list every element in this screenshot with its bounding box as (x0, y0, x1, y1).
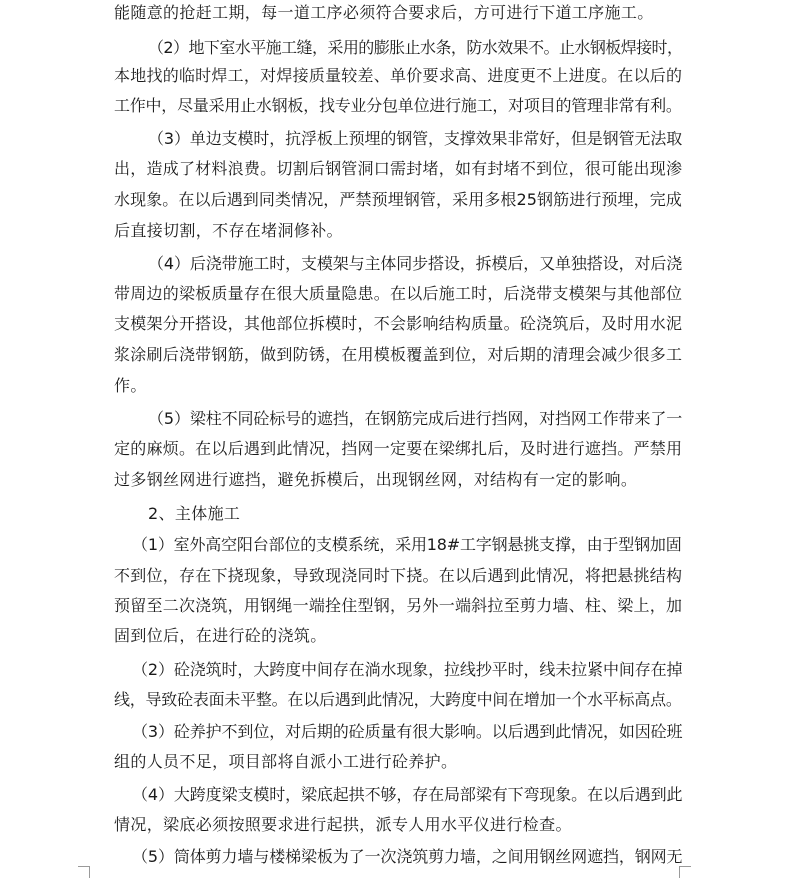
text-line: 预留至二次浇筑，用钢绳一端拴住型钢，另外一端斜拉至剪力墙、柱、梁上，加 (114, 596, 683, 615)
text-line: （5）筒体剪力墙与楼梯梁板为了一次浇筑剪力墙，之间用钢丝网遮挡，钢网无 (132, 847, 683, 866)
text-line: 支模架分开搭设，其他部位拆模时，不会影响结构质量。砼浇筑后，及时用水泥 (114, 314, 683, 333)
text-line: 组的人员不足，项目部将自派小工进行砼养护。 (114, 752, 458, 771)
text-line: （2）地下室水平施工缝，采用的膨胀止水条，防水效果不。止水钢板焊接时， (148, 38, 683, 57)
text-line: 作。 (114, 376, 147, 395)
text-line: 后直接切割，不存在堵洞修补。 (114, 221, 343, 240)
text-line: （4）大跨度梁支模时，梁底起拱不够，存在局部梁有下弯现象。在以后遇到此 (132, 785, 683, 804)
text-line: 水现象。在以后遇到同类情况，严禁预埋钢管，采用多根25钢筋进行预埋，完成 (114, 190, 682, 209)
page-margin-corner-mark (78, 866, 90, 878)
text-line: 线，导致砼表面未平整。在以后遇到此情况，大跨度中间在增加一个水平标高点。 (114, 690, 682, 709)
text-line: （3）单边支模时，抗浮板上预埋的钢管，支撑效果非常好，但是钢管无法取 (148, 129, 683, 148)
text-line: 浆涂刷后浇带钢筋，做到防锈，在用模板覆盖到位，对后期的清理会减少很多工 (114, 345, 683, 364)
text-line: 出，造成了材料浪费。切割后钢管洞口需封堵，如有封堵不到位，很可能出现渗 (114, 159, 683, 178)
text-line: 过多钢丝网进行遮挡，避免拆模后，出现钢丝网，对结构有一定的影响。 (114, 470, 638, 489)
section-heading: 2、主体施工 (148, 504, 241, 523)
text-line: 情况，梁底必须按照要求进行起拱，派专人用水平仪进行检查。 (114, 815, 572, 834)
text-line: 本地找的临时焊工，对焊接质量较差、单价要求高、进度更不上进度。在以后的 (114, 66, 683, 85)
text-line: 带周边的梁板质量存在很大质量隐患。在以后施工时，后浇带支模架与其他部位 (114, 284, 683, 303)
text-line: （1）室外高空阳台部位的支模系统，采用18#工字钢悬挑支撑，由于型钢加固 (132, 535, 682, 554)
text-line: 定的麻烦。在以后遇到此情况，挡网一定要在梁绑扎后，及时进行遮挡。严禁用 (114, 439, 683, 458)
text-line: 不到位，存在下挠现象，导致现浇同时下挠。在以后遇到此情况，将把悬挑结构 (114, 566, 683, 585)
page-margin-corner-mark (679, 866, 691, 878)
text-line: （4）后浇带施工时，支模架与主体同步搭设，拆模后，又单独搭设，对后浇 (148, 254, 683, 273)
text-line: 工作中，尽量采用止水钢板，找专业分包单位进行施工，对项目的管理非常有利。 (114, 96, 682, 115)
text-line: （3）砼养护不到位，对后期的砼质量有很大影响。以后遇到此情况，如因砼班 (132, 722, 683, 741)
text-line: 固到位后，在进行砼的浇筑。 (114, 626, 327, 645)
text-line: （2）砼浇筑时，大跨度中间存在淌水现象，拉线抄平时，线未拉紧中间存在掉 (132, 660, 683, 679)
text-line: （5）梁柱不同砼标号的遮挡，在钢筋完成后进行挡网，对挡网工作带来了一 (148, 409, 683, 428)
text-line: 能随意的抢赶工期，每一道工序必须符合要求后，方可进行下道工序施工。 (114, 3, 654, 22)
